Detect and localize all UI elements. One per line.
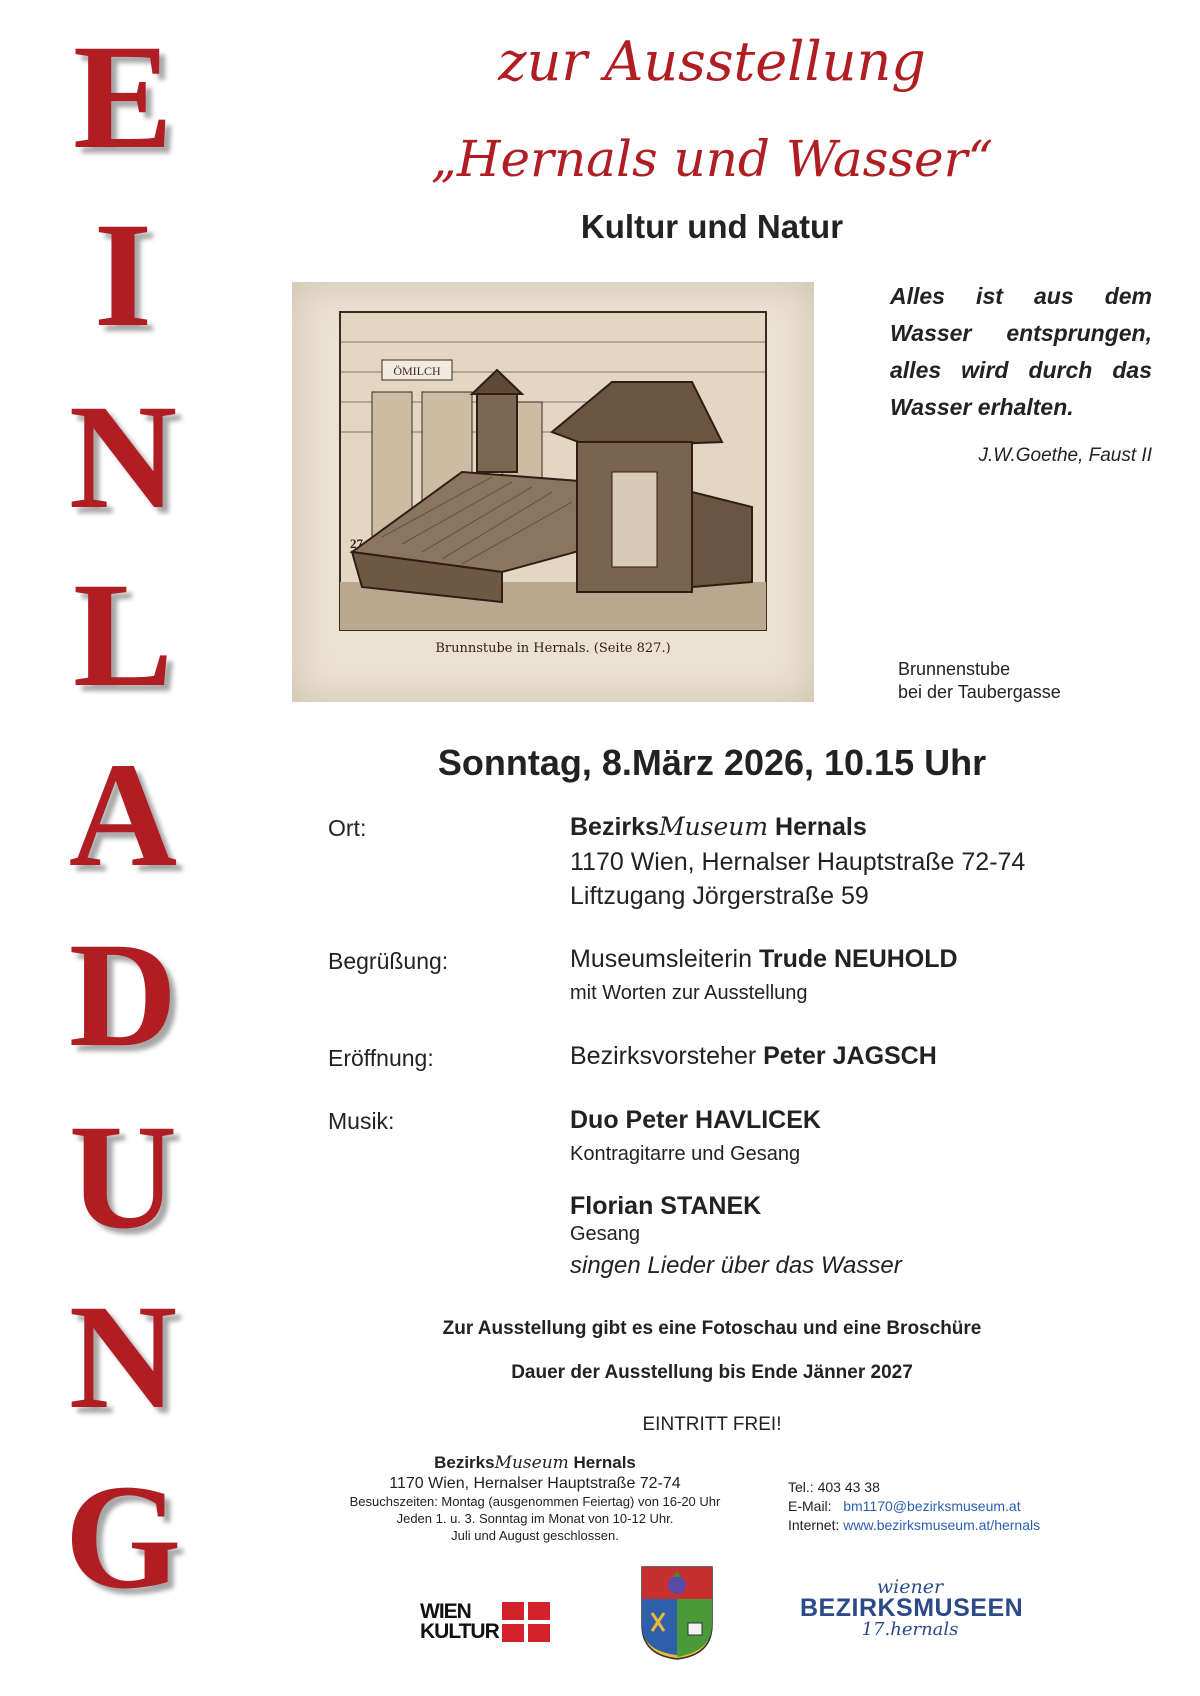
engraving-image xyxy=(292,282,814,702)
header-line1: zur Ausstellung xyxy=(498,30,926,93)
footer-name-part: Bezirks xyxy=(434,1453,495,1472)
side-title-letter: N xyxy=(68,374,178,540)
side-title-letter: D xyxy=(68,912,178,1078)
image-caption xyxy=(898,658,1061,704)
bezirksmuseen-text-2: BEZIRKSMUSEEN xyxy=(800,1594,1024,1622)
musik-act2-sub: Gesang xyxy=(570,1223,641,1245)
ort-name-part: Bezirks xyxy=(570,813,659,841)
eroeffnung-name: Peter JAGSCH xyxy=(763,1042,937,1070)
image-caption-line1: Brunnenstube xyxy=(898,659,1011,679)
tel-label: Tel.: xyxy=(788,1479,814,1495)
bezirksmuseen-text-1: wiener xyxy=(876,1576,944,1598)
ort-label: Ort: xyxy=(328,815,367,841)
wien-kultur-text-2: KULTUR xyxy=(420,1620,499,1643)
goethe-quote: Alles ist aus dem Wasser entsprungen, alles wird durch das Wasser erhalten. xyxy=(890,283,1152,420)
begruessung-name: Trude NEUHOLD xyxy=(758,945,958,973)
wien-kultur-mark-icon xyxy=(502,1602,550,1642)
begruessung-speaker xyxy=(570,945,958,974)
musik-act2-note: singen Lieder über das Wasser xyxy=(570,1252,902,1279)
footer-name-part: Museum xyxy=(494,1453,569,1473)
eroeffnung-speaker xyxy=(570,1042,937,1071)
footer-address: 1170 Wien, Hernalser Hauptstraße 72-74 xyxy=(389,1475,681,1492)
note-fotoschau: Zur Ausstellung gibt es eine Fotoschau und eine Broschüre xyxy=(442,1318,982,1339)
bezirksmuseen-text-3: 17.hernals xyxy=(861,1619,959,1640)
footer-tel xyxy=(788,1478,1040,1497)
side-title-letter: U xyxy=(68,1094,178,1260)
footer-museum-block xyxy=(300,1453,770,1544)
internet-label: Internet: xyxy=(788,1517,840,1533)
eroeffnung-role: Bezirksvorsteher xyxy=(570,1042,764,1070)
note-dauer: Dauer der Ausstellung bis Ende Jänner 2027 xyxy=(511,1362,913,1383)
hernals-coat-of-arms-icon xyxy=(640,1565,714,1661)
image-caption-line2: bei der Taubergasse xyxy=(898,682,1061,702)
side-title-letter: G xyxy=(64,1454,182,1620)
musik-act1-sub: Kontragitarre und Gesang xyxy=(570,1143,801,1165)
engraving-page-number: 27 xyxy=(350,536,363,551)
footer-museum-name xyxy=(300,1453,770,1473)
side-title-letter: I xyxy=(93,192,153,358)
begruessung-role: Museumsleiterin xyxy=(570,945,759,973)
side-title-letter: L xyxy=(72,552,174,718)
footer-hours-3: Juli und August geschlossen. xyxy=(451,1528,619,1543)
footer-internet xyxy=(788,1516,1040,1535)
bezirksmuseen-logo xyxy=(800,1576,1024,1640)
ort-access: Liftzugang Jörgerstraße 59 xyxy=(570,882,869,910)
note-eintritt: EINTRITT FREI! xyxy=(642,1414,782,1435)
musik-act2-name: Florian STANEK xyxy=(570,1192,762,1220)
quote-author: J.W.Goethe, Faust II xyxy=(978,445,1152,466)
engraving-caption: Brunnstube in Hernals. (Seite 827.) xyxy=(435,641,671,656)
header-exhibition-title: „Hernals und Wasser“ xyxy=(430,130,994,188)
email-label: E-Mail: xyxy=(788,1498,832,1514)
side-title-letter: A xyxy=(68,732,178,898)
footer-hours-2: Jeden 1. u. 3. Sonntag im Monat von 10-12 Uhr. xyxy=(396,1511,674,1526)
wien-kultur-logo xyxy=(420,1600,550,1650)
ort-name-part: Hernals xyxy=(768,813,867,841)
ort-museum-name xyxy=(570,812,867,842)
footer-contact xyxy=(788,1478,1040,1535)
event-date: Sonntag, 8.März 2026, 10.15 Uhr xyxy=(437,742,987,783)
engraving-sign-text: ÖMILCH xyxy=(393,364,441,378)
side-title-letter: N xyxy=(68,1274,178,1440)
begruessung-sub: mit Worten zur Ausstellung xyxy=(570,982,808,1004)
musik-act1-name: Duo Peter HAVLICEK xyxy=(570,1106,821,1134)
musik-label: Musik: xyxy=(328,1108,395,1134)
header-subtitle: Kultur und Natur xyxy=(580,208,844,245)
begruessung-label: Begrüßung: xyxy=(328,948,449,974)
tel-value: 403 43 38 xyxy=(817,1479,880,1495)
eroeffnung-label: Eröffnung: xyxy=(328,1045,434,1071)
footer-email xyxy=(788,1497,1040,1516)
wien-kultur-text-1: WIEN xyxy=(420,1600,471,1623)
footer-hours-1: Besuchszeiten: Montag (ausgenommen Feiertag) von 16-20 Uhr xyxy=(349,1494,721,1509)
email-link[interactable]: bm1170@bezirksmuseum.at xyxy=(843,1498,1021,1514)
footer-name-part: Hernals xyxy=(568,1453,636,1472)
ort-address: 1170 Wien, Hernalser Hauptstraße 72-74 xyxy=(570,848,1026,876)
internet-link[interactable]: www.bezirksmuseum.at/hernals xyxy=(843,1517,1041,1533)
engraving-drawing xyxy=(292,282,814,702)
side-title-letter: E xyxy=(72,14,174,180)
ort-name-part: Museum xyxy=(658,812,769,841)
